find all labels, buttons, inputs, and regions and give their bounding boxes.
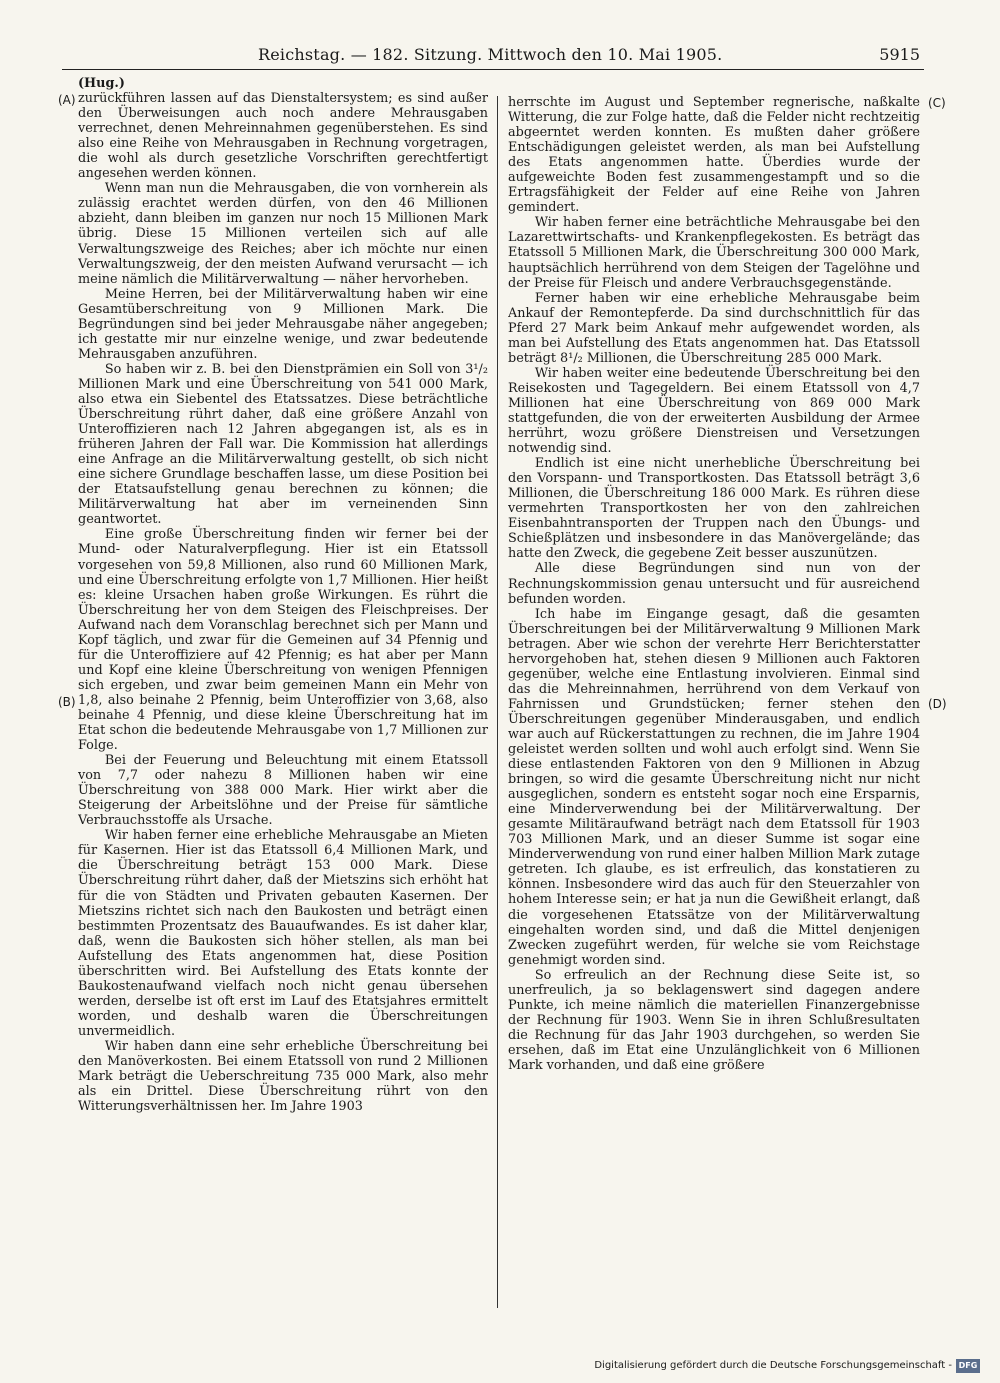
- paragraph: Wir haben ferner eine beträchtliche Mehrausgabe bei den Lazarettwirtschafts- und Krankenpflegekosten. Es beträgt das Etatssoll 5 Millionen Mark, die Überschreitung 300 000 Mark, hauptsächlich herrührend von dem Steigen der Tagelöhne und der Preise für Fleisch und andere Verbrauchsgegenstände.: [508, 215, 920, 291]
- dfg-logo-icon: DFG: [956, 1359, 980, 1373]
- running-title: Reichstag. — 182. Sitzung. Mittwoch den 10. Mai 1905.: [258, 45, 723, 64]
- paragraph: Alle diese Begründungen sind nun von der Rechnungskommission genau untersucht und für ausreichend befunden worden.: [508, 561, 920, 607]
- margin-mark-c: (C): [928, 96, 946, 110]
- left-column: [78, 76, 488, 1308]
- paragraph: Meine Herren, bei der Militärverwaltung haben wir eine Gesamtüberschreitung von 9 Millionen Mark. Die Begründungen sind bei jeder Mehrausgabe näher angegeben; ich gestatte mir nur einzelne wenige, und zwar bedeutende Mehrausgaben anzuführen.: [78, 286, 488, 362]
- paragraph: Wir haben weiter eine bedeutende Überschreitung bei den Reisekosten und Tagegeldern. Bei einem Etatssoll von 4,7 Millionen hat eine Überschreitung von 869 000 Mark stattgefunden, die von der erweiterten Ausbildung der Armee herrührt, wozu größere Dienstreisen und Versetzungen notwendig sind.: [508, 365, 920, 457]
- paragraph: So haben wir z. B. bei den Dienstprämien ein Soll von 3¹/₂ Millionen Mark und eine Überschreitung von 541 000 Mark, also etwa ein Siebentel des Etatssatzes. Diese beträchtliche Überschreitung rührt daher, daß eine größere Anzahl von Unteroffizieren nach 12 Jahren abgegangen ist, als es in früheren Jahren der Fall war. Die Kommission hat allerdings eine Anfrage an die Militärverwaltung gestellt, ob sich nicht eine sichere Grundlage beschaffen lasse, um diese Position bei der Etatsaufstellung genau berechnen zu können; die Militärverwaltung hat aber im verneinenden Sinn geantwortet.: [78, 361, 488, 528]
- paragraph: Endlich ist eine nicht unerhebliche Überschreitung bei den Vorspann- und Transportkosten. Das Etatssoll beträgt 3,6 Millionen, die Überschreitung 186 000 Mark. Es rühren diese vermehrten Transportkosten her von den zahlreichen Eisenbahntransporten der Truppen nach den Übungs- und Schießplätzen und insbesondere in das Manövergelände; das hatte den Zweck, die gegebene Zeit besser auszunützen.: [508, 456, 920, 562]
- header-rule: [62, 69, 924, 70]
- paragraph: Wenn man nun die Mehrausgaben, die von vornherein als zulässig erachtet werden dürfen, von den 46 Millionen abzieht, dann bleiben im ganzen nur noch 15 Millionen Mark übrig. Diese 15 Millionen verteilen sich auf alle Verwaltungszweige des Reiches; aber ich möchte nur einen Verwaltungszweig, der den meisten Aufwand verursacht — ich meine nämlich die Militärverwaltung — näher hervorheben.: [78, 181, 488, 287]
- column-divider: [497, 96, 498, 1308]
- margin-mark-b: (B): [58, 695, 76, 709]
- paragraph: So erfreulich an der Rechnung diese Seite ist, so unerfreulich, ja so beklagenswert sind dagegen andere Punkte, ich meine nämlich die materiellen Finanzergebnisse der Rechnung für 1903. Wenn Sie in ihren Schlußresultaten die Rechnung für das Jahr 1903 durchgehen, so werden Sie ersehen, daß im Etat eine Unzulänglichkeit von 6 Millionen Mark vorhanden, und daß eine größere: [508, 967, 920, 1073]
- page-header: [78, 43, 920, 67]
- margin-mark-d: (D): [928, 697, 947, 711]
- paragraph: Eine große Überschreitung finden wir ferner bei der Mund- oder Naturalverpflegung. Hier ist ein Etatssoll vorgesehen von 59,8 Millionen, also rund 60 Millionen Mark, und eine Überschreitung erfolgte von 1,7 Millionen. Hier heißt es: kleine Ursachen haben große Wirkungen. Es rührt die Überschreitung her von dem Steigen des Fleischpreises. Der Aufwand nach dem Voranschlag berechnet sich per Mann und Kopf täglich, und zwar für die Gemeinen auf 34 Pfennig und für die Unteroffiziere auf 42 Pfennig; es hat aber per Mann und Kopf eine kleine Überschreitung von wenigen Pfennigen sich ergeben, und zwar beim gemeinen Mann ein Mehr von 1,8, also beinahe 2 Pfennig, beim Unteroffizier von 3,68, also beinahe 4 Pfennig, und diese kleine Überschreitung hat im Etat schon die bedeutende Mehrausgabe von 1,7 Millionen zur Folge.: [78, 527, 488, 754]
- right-column: [508, 95, 920, 1327]
- page-footer: [590, 1356, 980, 1376]
- paragraph: zurückführen lassen auf das Dienstaltersystem; es sind außer den Überweisungen auch noch andere Mehrausgaben verrechnet, denen Mehreinnahmen gegenüberstehen. Es sind also eine Reihe von Mehrausgaben in Rechnung vorgetragen, die wohl als durch gesetzliche Vorschriften gerechtfertigt angesehen werden können.: [78, 91, 488, 182]
- margin-mark-a: (A): [58, 93, 76, 107]
- paragraph: Ich habe im Eingange gesagt, daß die gesamten Überschreitungen bei der Militärverwaltung 9 Millionen Mark betragen. Aber wie schon der verehrte Herr Berichterstatter hervorgehoben hat, stehen diesen 9 Millionen auch Faktoren gegenüber, welche eine Entlastung involvieren. Einmal sind das die Mehreinnahmen, herrührend von dem Verkauf von Fahrnissen und Grundstücken; ferner stehen den Überschreitungen gegenüber Minderausgaben, und endlich war auch auf Rückerstattungen zu rechnen, die im Jahre 1904 geleistet werden sollten und wohl auch erfolgt sind. Wenn Sie diese entlastenden Faktoren von den 9 Millionen in Abzug bringen, so wird die gesamte Überschreitung nicht nur nicht ausgeglichen, sondern es entsteht sogar noch eine Ersparnis, eine Minderverwendung bei der Militärverwaltung. Der gesamte Militäraufwand beträgt nach dem Etatssoll für 1903 703 Millionen Mark, und an dieser Summe ist sogar eine Minderverwendung von rund einer halben Million Mark zutage getreten. Ich glaube, es ist erfreulich, das konstatieren zu können. Insbesondere wird das auch für den Steuerzahler von hohem Interesse sein; er hat ja nun die Gewißheit erlangt, daß die vorgesehenen Etatssätze von der Militärverwaltung eingehalten worden sind, und daß die Mittel denjenigen Zwecken zugeführt werden, für welche sie vom Reichstage genehmigt worden sind.: [508, 606, 920, 968]
- digitization-credit: Digitalisierung gefördert durch die Deutsche Forschungsgemeinschaft -: [594, 1360, 952, 1371]
- paragraph: herrschte im August und September regnerische, naßkalte Witterung, die zur Folge hatte, daß die Felder nicht rechtzeitig abgeerntet werden konnten. Es mußten daher größere Entschädigungen geleistet werden, als man bei Aufstellung des Etats angenommen hatte. Überdies wurde der aufgeweichte Boden fest zusammengestampft und so die Ertragsfähigkeit der Felder auf eine Reihe von Jahren gemindert.: [508, 95, 920, 216]
- speaker-label: (Hug.): [78, 76, 125, 91]
- page-number: 5915: [879, 45, 920, 64]
- paragraph: Wir haben ferner eine erhebliche Mehrausgabe an Mieten für Kasernen. Hier ist das Etatssoll 6,4 Millionen Mark, und die Überschreitung beträgt 153 000 Mark. Diese Überschreitung rührt daher, daß der Mietszins sich erhöht hat für die von Städten und Privaten gebauten Kasernen. Der Mietszins richtet sich nach den Baukosten und beträgt einen bestimmten Prozentsatz des Bauaufwandes. Es ist daher klar, daß, wenn die Baukosten sich höher stellen, als man bei Aufstellung des Etats angenommen hat, diese Position überschritten wird. Bei Aufstellung des Etats konnte der Baukostenaufwand vielfach noch nicht genau übersehen werden, derselbe ist oft erst im Lauf des Etatsjahres ermittelt worden, und deshalb waren die Überschreitungen unvermeidlich.: [78, 828, 488, 1039]
- paragraph: Bei der Feuerung und Beleuchtung mit einem Etatssoll von 7,7 oder nahezu 8 Millionen haben wir eine Überschreitung von 388 000 Mark. Hier wirkt aber die Steigerung der Arbeitslöhne und der Preise für sämtliche Verbrauchsstoffe als Ursache.: [78, 753, 488, 829]
- paragraph: Ferner haben wir eine erhebliche Mehrausgabe beim Ankauf der Remontepferde. Da sind durchschnittlich für das Pferd 27 Mark beim Ankauf mehr aufgewendet worden, als man bei Aufstellung des Etats angenommen hat. Das Etatssoll beträgt 8¹/₂ Millionen, die Überschreitung 285 000 Mark.: [508, 290, 920, 366]
- paragraph: Wir haben dann eine sehr erhebliche Überschreitung bei den Manöverkosten. Bei einem Etatssoll von rund 2 Millionen Mark beträgt die Ueberschreitung 735 000 Mark, also mehr als ein Drittel. Diese Überschreitung rührt von den Witterungsverhältnissen her. Im Jahre 1903: [78, 1039, 488, 1115]
